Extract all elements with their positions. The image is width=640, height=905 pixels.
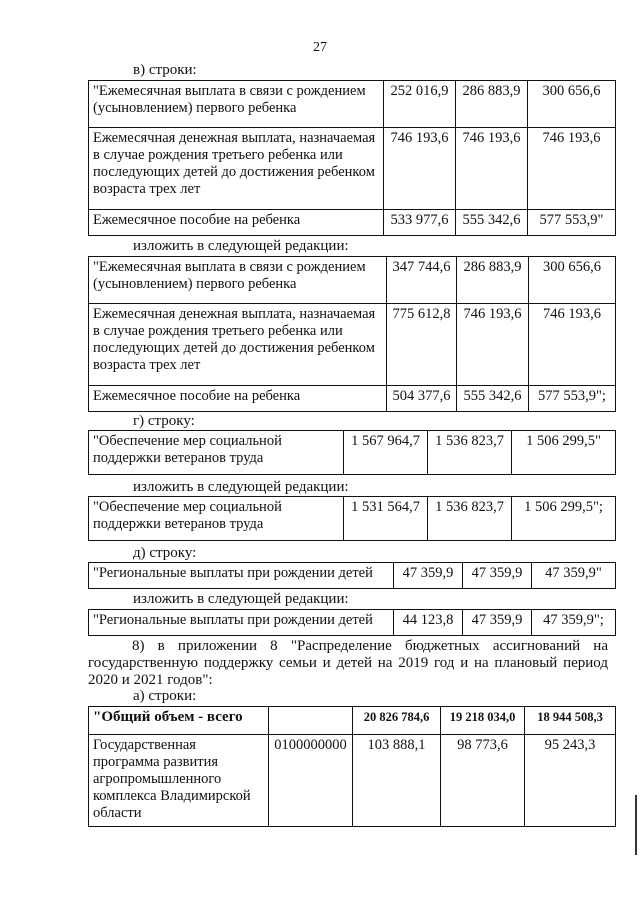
table-cell: 504 377,6 [387, 386, 457, 412]
table-cell: 47 359,9 [463, 610, 532, 636]
table-g-row-new [88, 496, 616, 541]
table-cell: 252 016,9 [384, 81, 456, 128]
table-cell: 103 888,1 [353, 735, 441, 827]
table-cell: 775 612,8 [387, 304, 457, 386]
table-v-rows [88, 80, 616, 236]
table-cell: 533 977,6 [384, 210, 456, 236]
table-cell: "Ежемесячная выплата в связи с рождением (усыновлением) первого ребенка [89, 81, 384, 128]
table-row [89, 563, 616, 589]
table-cell: 300 656,6 [528, 81, 616, 128]
table-cell: "Ежемесячная выплата в связи с рождением (усыновлением) первого ребенка [89, 257, 387, 304]
table-cell: 300 656,6 [529, 257, 616, 304]
table-g-row [88, 430, 616, 475]
table-a-rows [88, 706, 616, 827]
label-replace-2: изложить в следующей редакции: [133, 479, 349, 495]
paragraph-8: 8) в приложении 8 "Распределение бюджетных ассигнований на государственную поддержку семьи и детей на 2019 год и на плановый период 2020 и 2021 годов": [88, 638, 608, 688]
table-d-row [88, 562, 616, 589]
table-cell: 1 536 823,7 [428, 497, 512, 541]
label-replace-1: изложить в следующей редакции: [133, 238, 349, 254]
label-a-rows: а) строки: [133, 688, 197, 704]
table-cell: 286 883,9 [457, 257, 529, 304]
label-g-row: г) строку: [133, 413, 195, 429]
table-d-row-new [88, 609, 616, 636]
table-cell: 555 342,6 [457, 386, 529, 412]
table-row [89, 81, 616, 128]
table-cell: Государственная программа развития агропромышленного комплекса Владимирской области [89, 735, 269, 827]
table-cell: "Региональные выплаты при рождении детей [89, 610, 394, 636]
table-row [89, 707, 616, 735]
table-cell: 1 567 964,7 [344, 431, 428, 475]
table-cell: 95 243,3 [525, 735, 616, 827]
table-cell: 19 218 034,0 [441, 707, 525, 735]
table-row [89, 210, 616, 236]
table-cell: 47 359,9 [394, 563, 463, 589]
table-row [89, 735, 616, 827]
page-number: 27 [313, 40, 327, 55]
table-cell: 1 536 823,7 [428, 431, 512, 475]
table-cell: 746 193,6 [529, 304, 616, 386]
table-row [89, 610, 616, 636]
table-row [89, 128, 616, 210]
table-row [89, 497, 616, 541]
table-cell: 555 342,6 [456, 210, 528, 236]
table-cell: 577 553,9" [528, 210, 616, 236]
table-cell: 44 123,8 [394, 610, 463, 636]
table-cell: 47 359,9 [463, 563, 532, 589]
label-replace-3: изложить в следующей редакции: [133, 591, 349, 607]
table-cell: Ежемесячное пособие на ребенка [89, 210, 384, 236]
table-cell: "Обеспечение мер социальной поддержки ветеранов труда [89, 431, 344, 475]
table-cell: 1 506 299,5" [512, 431, 616, 475]
table-cell: 746 193,6 [457, 304, 529, 386]
table-cell: 577 553,9"; [529, 386, 616, 412]
table-cell: 1 531 564,7 [344, 497, 428, 541]
table-cell: 47 359,9" [532, 563, 616, 589]
table-cell: "Региональные выплаты при рождении детей [89, 563, 394, 589]
table-cell: 0100000000 [269, 735, 353, 827]
table-cell: Ежемесячная денежная выплата, назначаемая в случае рождения третьего ребенка или последующих детей до достижения ребенком возраста трех лет [89, 304, 387, 386]
table-cell: 20 826 784,6 [353, 707, 441, 735]
table-cell: Ежемесячная денежная выплата, назначаемая в случае рождения третьего ребенка или последующих детей до достижения ребенком возраста трех лет [89, 128, 384, 210]
table-row [89, 304, 616, 386]
table-cell [269, 707, 353, 735]
table-v-rows-new [88, 256, 616, 412]
table-cell: Ежемесячное пособие на ребенка [89, 386, 387, 412]
table-row [89, 431, 616, 475]
table-cell: 746 193,6 [384, 128, 456, 210]
table-cell: "Обеспечение мер социальной поддержки ветеранов труда [89, 497, 344, 541]
table-cell: 286 883,9 [456, 81, 528, 128]
table-cell: 47 359,9"; [532, 610, 616, 636]
table-cell: "Общий объем - всего [89, 707, 269, 735]
scan-edge-mark [635, 795, 637, 855]
table-row [89, 386, 616, 412]
table-cell: 98 773,6 [441, 735, 525, 827]
table-cell: 347 744,6 [387, 257, 457, 304]
label-d-row: д) строку: [133, 545, 197, 561]
table-row [89, 257, 616, 304]
table-cell: 746 193,6 [456, 128, 528, 210]
table-cell: 1 506 299,5"; [512, 497, 616, 541]
label-v-rows: в) строки: [133, 62, 197, 78]
table-cell: 18 944 508,3 [525, 707, 616, 735]
table-cell: 746 193,6 [528, 128, 616, 210]
